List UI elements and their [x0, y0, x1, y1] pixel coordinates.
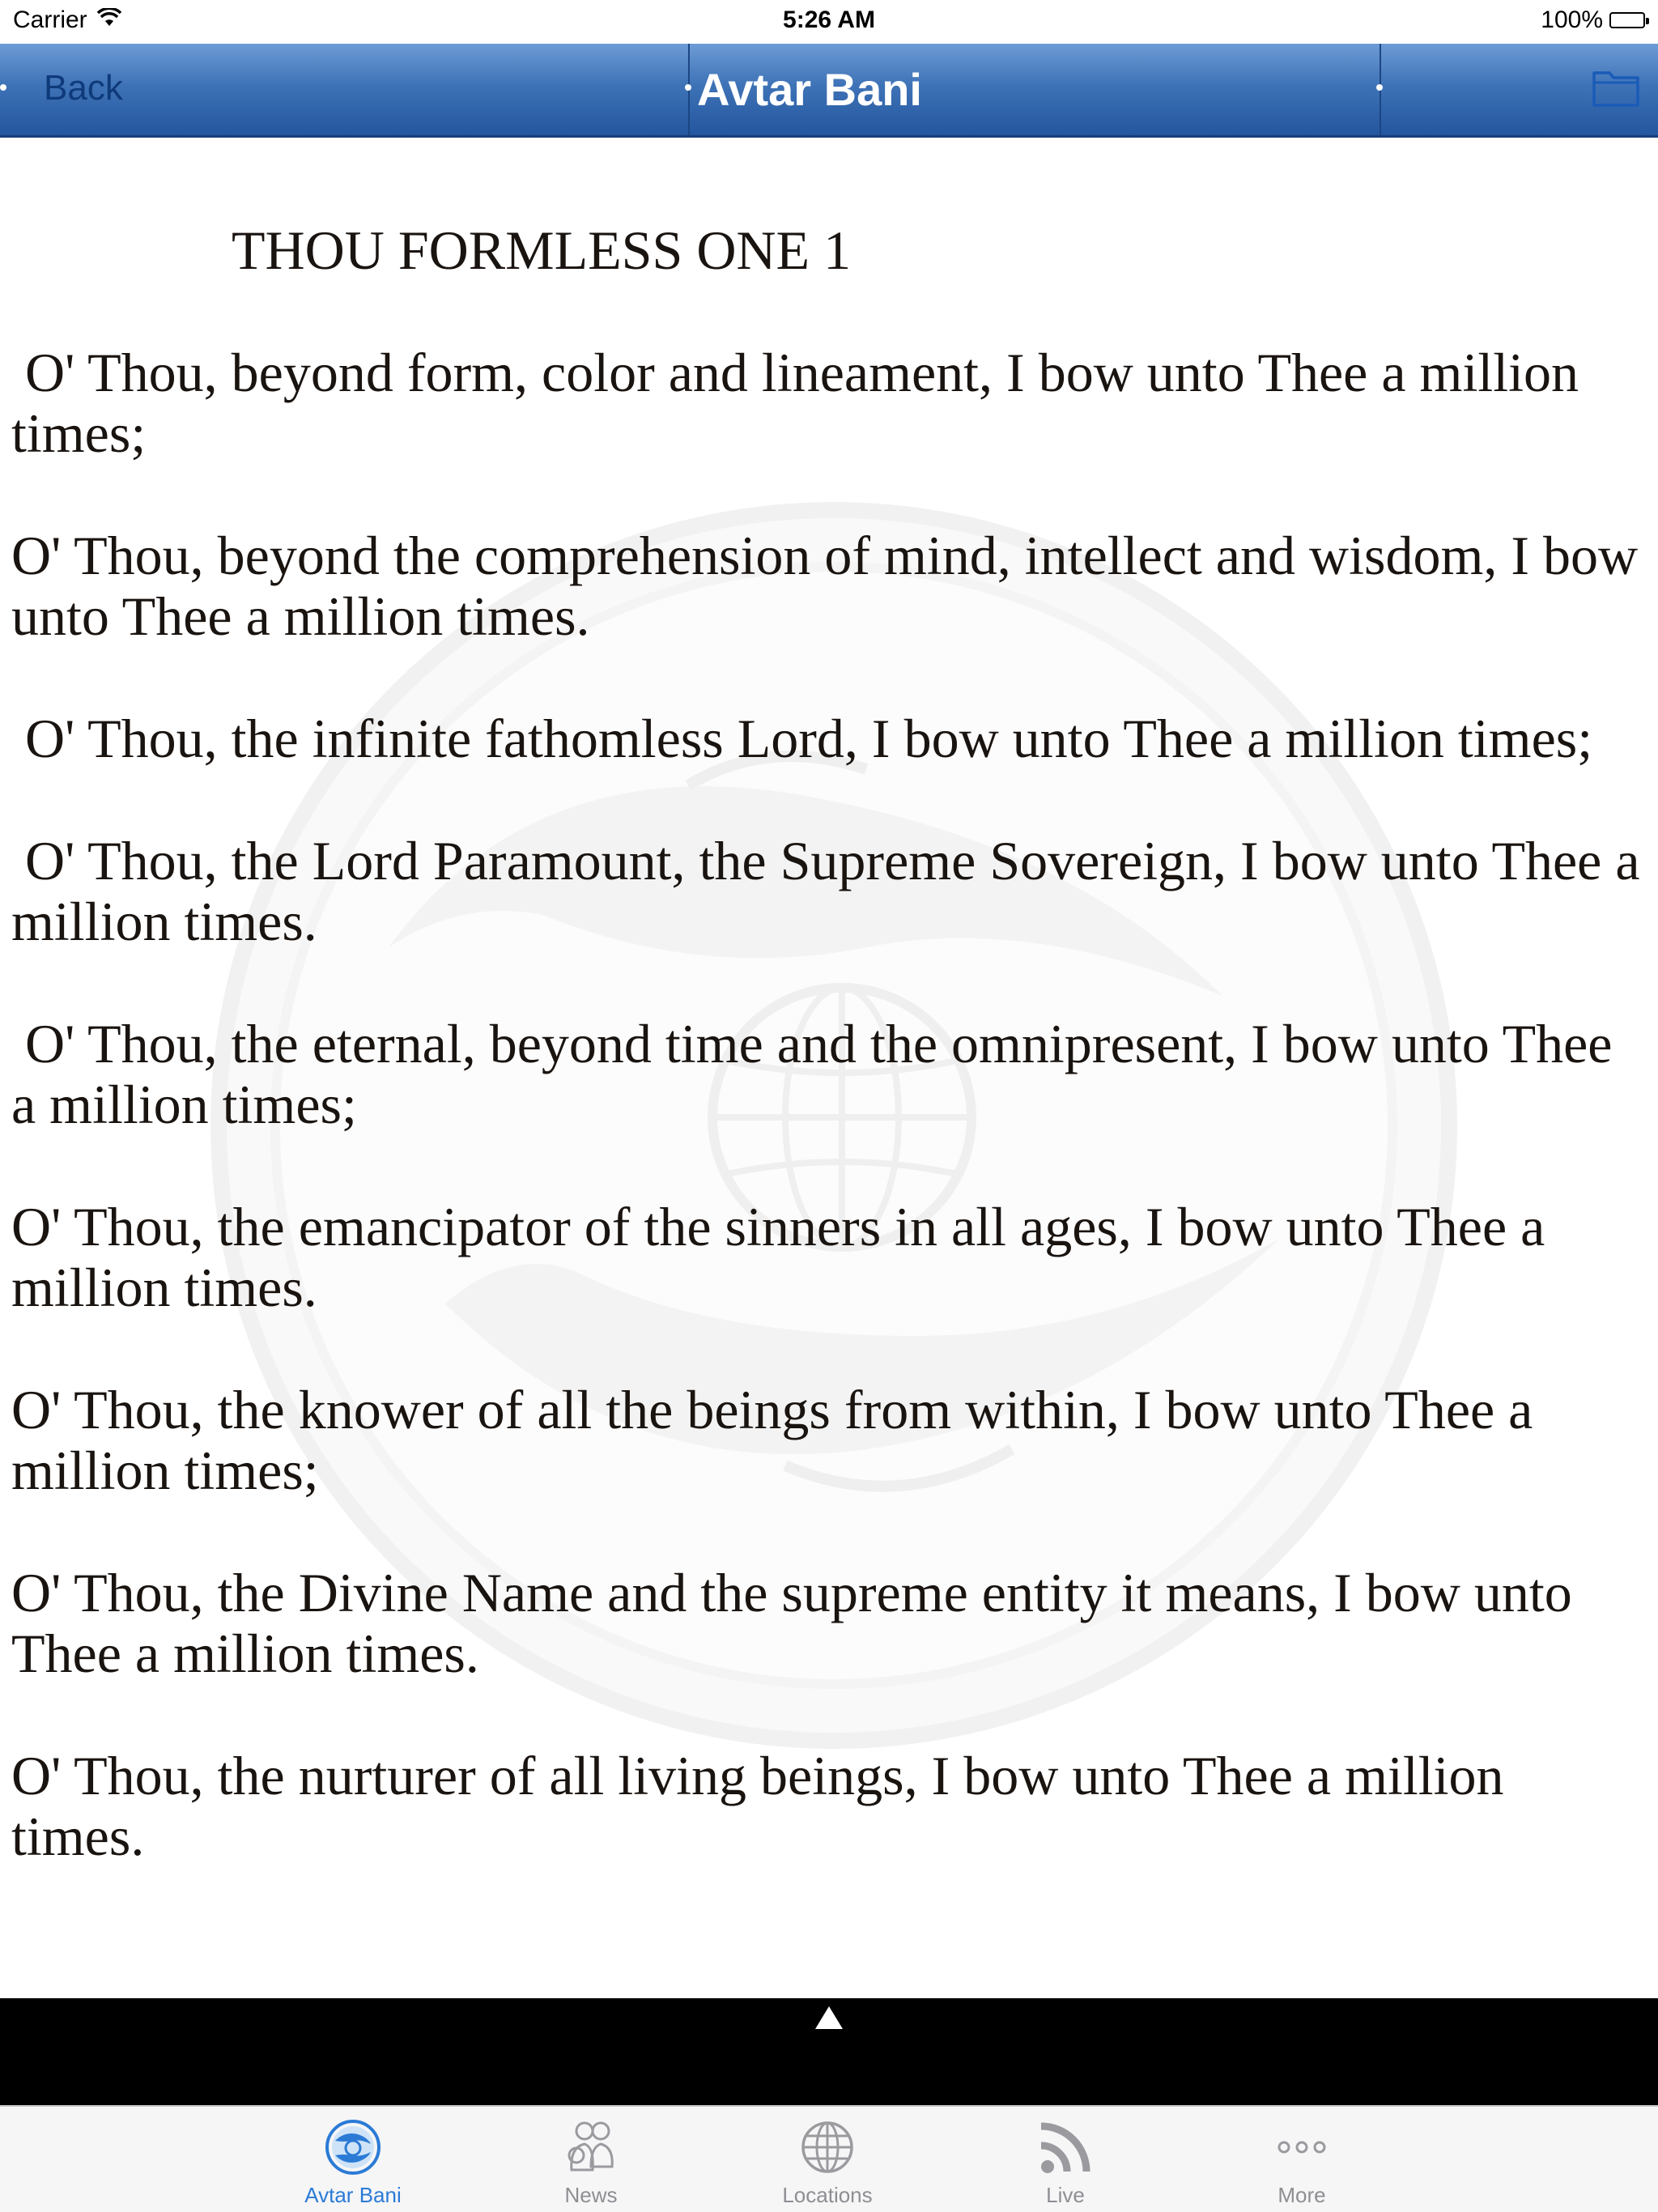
battery-status	[1541, 6, 1645, 34]
tab-bar	[0, 2105, 1658, 2212]
folder-icon[interactable]	[1592, 66, 1640, 108]
avtar-bani-icon	[321, 2115, 385, 2180]
tab-more[interactable]	[1221, 2107, 1383, 2212]
status-bar	[0, 0, 1658, 44]
tab-locations[interactable]	[746, 2107, 908, 2212]
more-dots-icon	[1269, 2115, 1334, 2180]
tab-label: Live	[1046, 2183, 1085, 2207]
back-button[interactable]: Back	[44, 68, 123, 108]
verse: O' Thou, the Divine Name and the supreme entity it means, I bow unto Thee a million times.	[11, 1562, 1585, 1684]
battery-percent: 100%	[1541, 6, 1603, 33]
verse: O' Thou, the eternal, beyond time and the omnipresent, I bow unto Thee a million times;	[11, 1013, 1626, 1135]
poem-title: THOU FORMLESS ONE 1	[232, 219, 852, 281]
tab-label: Avtar Bani	[304, 2183, 402, 2207]
nav-handle-dot	[0, 84, 6, 91]
page-title: Avtar Bani	[696, 64, 922, 115]
verse: O' Thou, the knower of all the beings from within, I bow unto Thee a million times;	[11, 1379, 1547, 1501]
navigation-bar	[0, 44, 1658, 138]
battery-icon	[1609, 12, 1645, 28]
tab-live[interactable]	[984, 2107, 1146, 2212]
tab-label: Locations	[782, 2183, 873, 2207]
status-time: 5:26 AM	[783, 6, 875, 33]
tab-label: More	[1278, 2183, 1326, 2207]
text-body	[0, 138, 1658, 1867]
news-people-icon	[559, 2115, 623, 2180]
up-arrow-icon[interactable]	[813, 2001, 845, 2034]
reading-content[interactable]	[0, 138, 1658, 1998]
globe-icon	[795, 2115, 860, 2180]
tab-label: News	[564, 2183, 618, 2207]
rss-icon	[1033, 2115, 1098, 2180]
verse: O' Thou, beyond form, color and lineament, I bow unto Thee a million times;	[11, 342, 1593, 464]
verse: O' Thou, the emancipator of the sinners in all ages, I bow unto Thee a million times.	[11, 1196, 1559, 1318]
verse: O' Thou, the infinite fathomless Lord, I bow unto Thee a million times;	[11, 708, 1593, 769]
tab-avtar-bani[interactable]	[272, 2107, 434, 2212]
nav-handle-dot	[1376, 84, 1383, 91]
carrier-label: Carrier	[13, 6, 87, 33]
verse: O' Thou, the nurturer of all living beings, I bow unto Thee a million times.	[11, 1745, 1518, 1867]
tab-news[interactable]	[510, 2107, 672, 2212]
media-toolbar	[0, 1998, 1658, 2105]
verse: O' Thou, the Lord Paramount, the Supreme Sovereign, I bow unto Thee a million times.	[11, 830, 1654, 952]
verse: O' Thou, beyond the comprehension of mind, intellect and wisdom, I bow unto Thee a million times.	[11, 525, 1652, 647]
